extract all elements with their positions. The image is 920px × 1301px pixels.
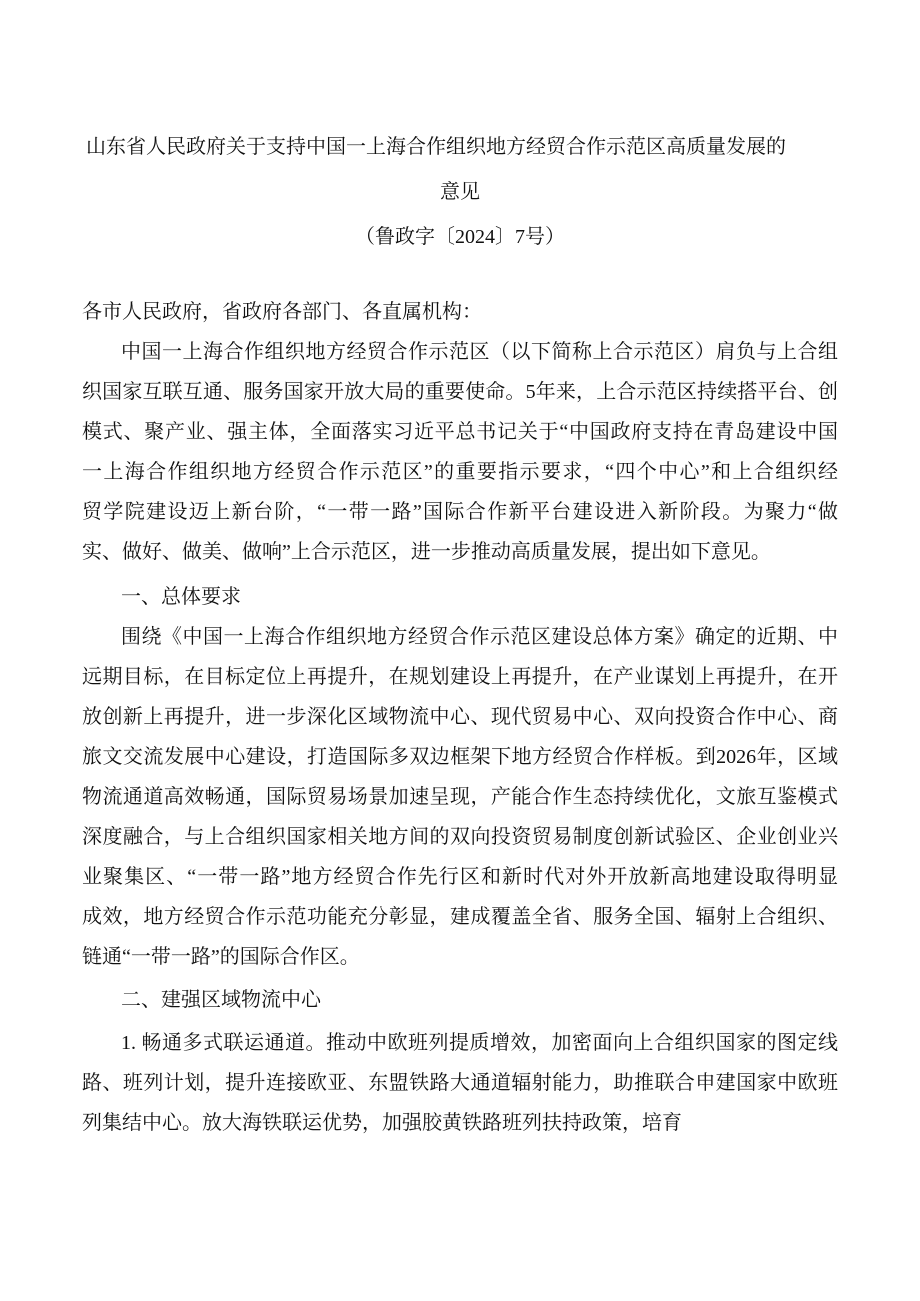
paragraph-line: 中国一上海合作组织地方经贸合作示范区（以下简称上合示范区）肩负与上合组	[121, 341, 838, 363]
section-heading-1: 一、总体要求	[121, 586, 241, 608]
paragraph-line: 深度融合，与上合组织国家相关地方间的双向投资贸易制度创新试验区、企业创业兴	[82, 826, 838, 848]
section-heading-2: 二、建强区域物流中心	[121, 989, 321, 1011]
document-title-line-2: 意见	[440, 181, 480, 203]
document-page	[82, 125, 838, 1143]
paragraph-line: 放创新上再提升，进一步深化区域物流中心、现代贸易中心、双向投资合作中心、商	[82, 706, 838, 728]
section-1-paragraph	[82, 617, 838, 977]
paragraph-line: 链通“一带一路”的国际合作区。	[82, 946, 360, 968]
paragraph-line: 远期目标，在目标定位上再提升，在规划建设上再提升，在产业谋划上再提升，在开	[82, 666, 838, 688]
section-2-item-1-paragraph	[82, 1023, 838, 1143]
paragraph-line: 模式、聚产业、强主体，全面落实习近平总书记关于“中国政府支持在青岛建设中国	[82, 421, 838, 443]
paragraph-line: 1. 畅通多式联运通道。推动中欧班列提质增效，加密面向上合组织国家的图定线	[121, 1032, 838, 1054]
paragraph-line: 成效，地方经贸合作示范功能充分彰显，建成覆盖全省、服务全国、辐射上合组织、	[82, 906, 838, 928]
paragraph-line: 实、做好、做美、做响”上合示范区，进一步推动高质量发展，提出如下意见。	[82, 541, 771, 563]
paragraph-line: 一上海合作组织地方经贸合作示范区”的重要指示要求，“四个中心”和上合组织经	[82, 461, 838, 483]
paragraph-line: 路、班列计划，提升连接欧亚、东盟铁路大通道辐射能力，助推联合申建国家中欧班	[82, 1072, 838, 1094]
paragraph-line: 物流通道高效畅通，国际贸易场景加速呈现，产能合作生态持续优化，文旅互鉴模式	[82, 786, 838, 808]
paragraph-line: 围绕《中国一上海合作组织地方经贸合作示范区建设总体方案》确定的近期、中	[121, 626, 838, 648]
paragraph-line: 织国家互联互通、服务国家开放大局的重要使命。5年来，上合示范区持续搭平台、创	[82, 381, 838, 403]
paragraph-line: 旅文交流发展中心建设，打造国际多双边框架下地方经贸合作样板。到2026年，区域	[82, 746, 838, 768]
document-title-line-1: 山东省人民政府关于支持中国一上海合作组织地方经贸合作示范区高质量发展的	[86, 136, 786, 158]
paragraph-line: 贸学院建设迈上新台阶，“一带一路”国际合作新平台建设进入新阶段。为聚力“做	[82, 501, 838, 523]
paragraph-line: 列集结中心。放大海铁联运优势，加强胶黄铁路班列扶持政策，培育	[82, 1112, 682, 1134]
salutation: 各市人民政府，省政府各部门、各直属机构：	[82, 301, 482, 323]
document-number: （鲁政字〔2024〕7号）	[355, 226, 565, 248]
paragraph-line: 业聚集区、“一带一路”地方经贸合作先行区和新时代对外开放新高地建设取得明显	[82, 866, 838, 888]
intro-paragraph	[82, 332, 838, 572]
